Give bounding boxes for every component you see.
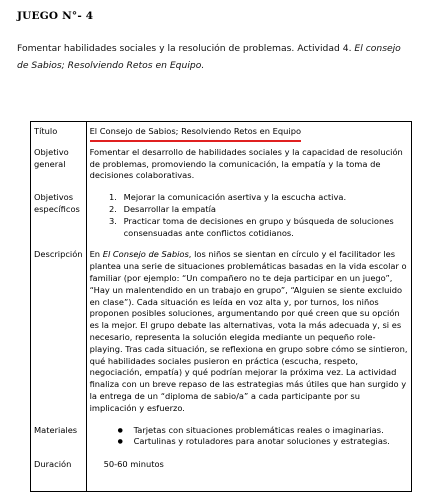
intro-activity-title: El consejo de Sabios; Resolviendo Retos en Equipo. [17,43,401,71]
row-objetivo-general [31,145,412,190]
list-item: 1. Mejorar la comunicación asertiva y la escucha activa. [120,192,408,204]
label-materiales: Materiales [31,423,87,458]
label-objetivos-especificos: Objetivos específicos [31,190,87,247]
value-objetivos-especificos [86,190,411,247]
activity-table [30,121,412,492]
value-materiales [86,423,411,458]
specific-objectives-list [90,192,408,239]
description-text: , los niños se sientan en círculo y el facilitador les plantea una serie de situaciones problemáticas basadas en la vida escolar o familiar (por ejemplo: “Un compañero no te deja participar en un juego”, “Hay un malentendido en un trabajo en grupo”, “Alguien se siente excluido en clase”). Cada situación es leída en voz alta y, por turnos, los niños proponen posibles soluciones, argumentando por qué creen que su opción es la mejor. El grupo debate las alternativas, vota la más adecuada y, si es necesario, representa la solución elegida mediante un pequeño role-playing. Tras cada situación, se reflexiona en grupo sobre cómo se sintieron, qué habilidades sociales pusieron en práctica (escucha, respeto, negociación, empatía) y qué podrían mejorar la próxima vez. La actividad finaliza con un breve repaso de las estrategias más útiles que han surgido y la entrega de un “diploma de sabio/a” a cada participante por su implicación y esfuerzo. [89,249,408,413]
game-heading: JUEGO N°- 4 [17,10,94,22]
row-objetivos-especificos [31,190,412,247]
list-item: ● Tarjetas con situaciones problemáticas reales o imaginarias. [120,425,408,437]
activity-title: El Consejo de Sabios; Resolviendo Retos en Equipo [90,126,301,142]
intro-paragraph [17,40,415,74]
intro-text: Fomentar habilidades sociales y la resolución de problemas. Actividad 4. [17,43,355,54]
list-item: 3. Practicar toma de decisiones en grupo y búsqueda de soluciones consensuadas ante conflictos cotidianos. [120,216,408,240]
materials-list [90,425,408,449]
description-game-name: El Consejo de Sabios [102,249,189,260]
row-duracion [31,457,412,491]
description-prefix: En [89,249,103,260]
row-materiales [31,423,412,458]
list-item: ● Cartulinas y rotuladores para anotar soluciones y estrategias. [120,436,408,448]
row-titulo [31,122,412,145]
row-descripcion [31,247,412,422]
value-objetivo-general: Fomentar el desarrollo de habilidades sociales y la capacidad de resolución de problemas, promoviendo la comunicación, la empatía y la toma de decisiones colaborativas. [86,145,411,190]
list-item: 2. Desarrollar la empatía [120,204,408,216]
duration-value: 50-60 minutos [103,459,164,470]
label-descripcion: Descripción [31,247,87,422]
value-duracion [86,457,411,491]
label-duracion: Duración [31,457,87,491]
value-descripcion [86,247,411,422]
label-titulo: Título [31,122,87,145]
value-titulo [86,122,411,145]
label-objetivo-general: Objetivo general [31,145,87,190]
